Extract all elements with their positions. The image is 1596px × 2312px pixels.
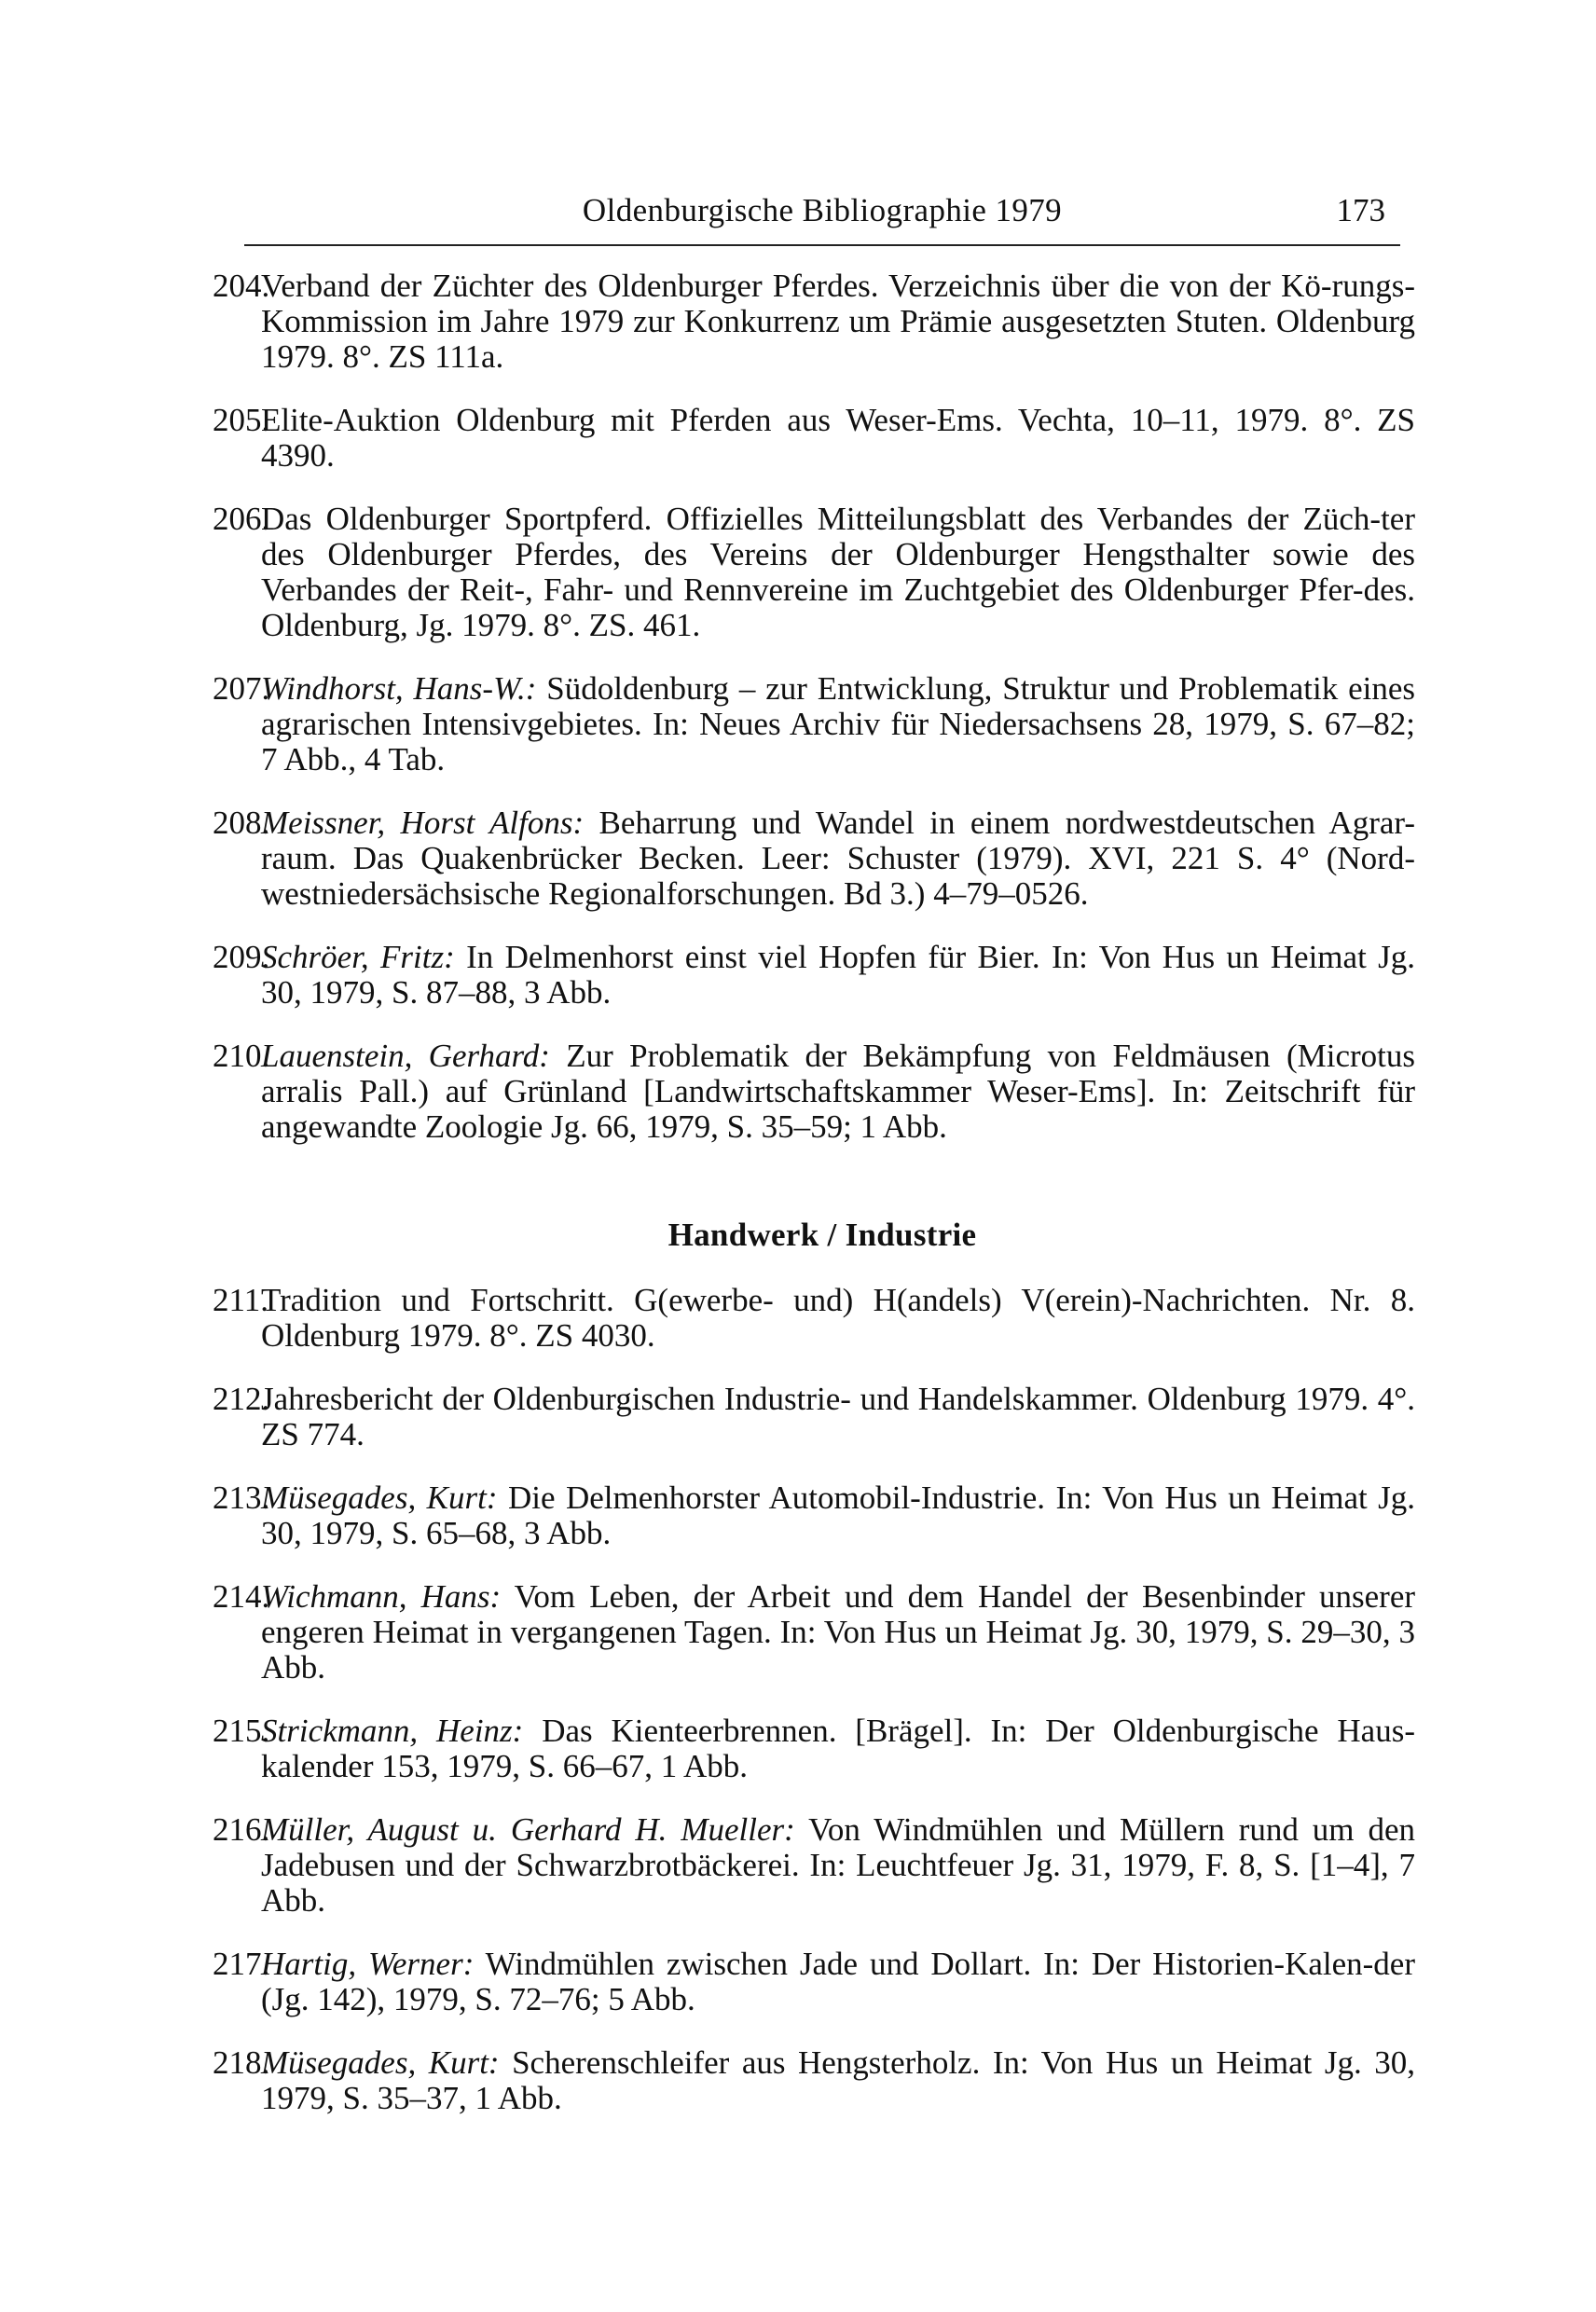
bibliography-entry bbox=[213, 1947, 1415, 2017]
bibliography-entry bbox=[213, 268, 1415, 375]
entry-number: 209. bbox=[213, 939, 270, 975]
entry-number: 213. bbox=[213, 1479, 270, 1516]
entry-number: 206. bbox=[213, 501, 270, 537]
header-title: Oldenburgische Bibliographie 1979 bbox=[582, 192, 1063, 228]
entry-body bbox=[254, 671, 1415, 778]
entry-text: Vom Leben, der Arbeit und dem Handel der Besenbinder unserer engeren Heimat in vergangenen Tagen. In: Von Hus un Heimat Jg. 30, 1979, S. 29–30, 3 Abb. bbox=[261, 1578, 1416, 1686]
entry-body bbox=[254, 1713, 1415, 1784]
entry-text: Von Windmühlen und Müllern rund um den Jadebusen und der Schwarzbrotbäckerei. In: Leuchtfeuer Jg. 31, 1979, F. 8, S. [1–4], 7 Abb. bbox=[261, 1811, 1415, 1919]
entry-text: Das Oldenburger Sportpferd. Offizielles Mitteilungsblatt des Verbandes der Züch-ter des Oldenburger Pferdes, des Vereins der Oldenburger Hengsthalter sowie des Verbandes der Reit-, Fahr- und Rennvereine im Zuchtgebiet des Oldenburger Pfer-des. Oldenburg, Jg. 1979. 8°. ZS. 461. bbox=[261, 501, 1415, 643]
section-heading: Handwerk / Industrie bbox=[667, 1217, 977, 1253]
entry-number: 210. bbox=[213, 1038, 270, 1074]
page-number: 173 bbox=[1336, 192, 1385, 228]
entry-body bbox=[254, 502, 1415, 643]
entry-text: Die Delmenhorster Automobil-Industrie. In: Von Hus un Heimat Jg. 30, 1979, S. 65–68, 3 Abb. bbox=[261, 1479, 1416, 1551]
entry-text: Beharrung und Wandel in einem nordwestdeutschen Agrar-raum. Das Quakenbrücker Becken. Leer: Schuster (1979). XVI, 221 S. 4° (Nord-westniedersächsische Regionalforschungen. Bd 3.) 4–79–0526. bbox=[261, 805, 1415, 912]
bibliography-entry bbox=[213, 1283, 1415, 1354]
entries-list-before bbox=[213, 268, 1415, 1173]
entry-number: 214. bbox=[213, 1578, 270, 1615]
entry-text: Das Kienteerbrennen. [Brägel]. In: Der Oldenburgische Haus-kalender 153, 1979, S. 66–67, 1 Abb. bbox=[261, 1713, 1415, 1784]
entries-list-after bbox=[213, 1283, 1415, 2144]
bibliography-entry bbox=[213, 1579, 1415, 1686]
entry-body bbox=[254, 805, 1415, 912]
entry-number: 218. bbox=[213, 2044, 270, 2081]
bibliography-entry bbox=[213, 1480, 1415, 1551]
entry-text: Jahresbericht der Oldenburgischen Industrie- und Handelskammer. Oldenburg 1979. 4°. ZS 774. bbox=[261, 1381, 1415, 1452]
entry-number: 215. bbox=[213, 1713, 270, 1749]
entry-body bbox=[254, 1480, 1415, 1551]
entry-body bbox=[254, 1283, 1415, 1354]
entry-author: Meissner, Horst Alfons: bbox=[261, 805, 585, 841]
entry-text: Verband der Züchter des Oldenburger Pferdes. Verzeichnis über die von der Kö-rungs-Kommission im Jahre 1979 zur Konkurrenz um Prämie ausgesetzten Stuten. Oldenburg 1979. 8°. ZS 111a. bbox=[261, 268, 1415, 375]
entry-author: Müsegades, Kurt: bbox=[261, 1479, 498, 1516]
entry-number: 208. bbox=[213, 805, 270, 841]
bibliography-entry bbox=[213, 502, 1415, 643]
entry-number: 217. bbox=[213, 1946, 270, 1982]
header-rule bbox=[244, 244, 1400, 246]
entry-body bbox=[254, 940, 1415, 1011]
entry-number: 216. bbox=[213, 1811, 270, 1848]
entry-author: Wichmann, Hans: bbox=[261, 1578, 502, 1615]
entry-body bbox=[254, 1947, 1415, 2017]
bibliography-entry bbox=[213, 1812, 1415, 1919]
entry-body bbox=[254, 1039, 1415, 1145]
entry-text: In Delmenhorst einst viel Hopfen für Bier. In: Von Hus un Heimat Jg. 30, 1979, S. 87–88, 3 Abb. bbox=[261, 939, 1416, 1011]
entry-text: Tradition und Fortschritt. G(ewerbe- und) H(andels) V(erein)-Nachrichten. Nr. 8. Oldenburg 1979. 8°. ZS 4030. bbox=[261, 1282, 1415, 1354]
bibliography-entry bbox=[213, 940, 1415, 1011]
bibliography-entry bbox=[213, 1713, 1415, 1784]
entry-number: 204. bbox=[213, 268, 270, 304]
entry-text: Elite-Auktion Oldenburg mit Pferden aus Weser-Ems. Vechta, 10–11, 1979. 8°. ZS 4390. bbox=[261, 402, 1415, 474]
entry-text: Windmühlen zwischen Jade und Dollart. In: Der Historien-Kalen-der (Jg. 142), 1979, S. 72–76; 5 Abb. bbox=[261, 1946, 1415, 2017]
entry-author: Schröer, Fritz: bbox=[261, 939, 455, 975]
bibliography-entry bbox=[213, 1382, 1415, 1452]
bibliography-entry bbox=[213, 671, 1415, 778]
running-header bbox=[244, 192, 1400, 244]
entry-author: Müller, August u. Gerhard H. Mueller: bbox=[261, 1811, 795, 1848]
entry-text: Südoldenburg – zur Entwicklung, Struktur und Problematik eines agrarischen Intensivgebietes. In: Neues Archiv für Niedersachsens 28, 1979, S. 67–82; 7 Abb., 4 Tab. bbox=[261, 670, 1415, 778]
entry-body bbox=[254, 2045, 1415, 2116]
entry-author: Hartig, Werner: bbox=[261, 1946, 475, 1982]
entry-number: 211. bbox=[213, 1282, 268, 1318]
entry-body bbox=[254, 268, 1415, 375]
entry-body bbox=[254, 1812, 1415, 1919]
entry-number: 212. bbox=[213, 1381, 270, 1417]
entry-body bbox=[254, 403, 1415, 474]
entry-author: Lauenstein, Gerhard: bbox=[261, 1038, 550, 1074]
entry-number: 205. bbox=[213, 402, 270, 438]
entry-text: Zur Problematik der Bekämpfung von Feldmäusen (Microtus arralis Pall.) auf Grünland [Landwirtschaftskammer Weser-Ems]. In: Zeitschrift für angewandte Zoologie Jg. 66, 1979, S. 35–59; 1 Abb. bbox=[261, 1038, 1415, 1145]
entry-body bbox=[254, 1382, 1415, 1452]
bibliography-entry bbox=[213, 1039, 1415, 1145]
entry-author: Windhorst, Hans-W.: bbox=[261, 670, 537, 707]
bibliography-entry bbox=[213, 805, 1415, 912]
entry-number: 207. bbox=[213, 670, 270, 707]
entry-author: Müsegades, Kurt: bbox=[261, 2044, 500, 2081]
entry-text: Scherenschleifer aus Hengsterholz. In: Von Hus un Heimat Jg. 30, 1979, S. 35–37, 1 Abb. bbox=[261, 2044, 1415, 2116]
bibliography-entry bbox=[213, 403, 1415, 474]
bibliography-entry bbox=[213, 2045, 1415, 2116]
entry-author: Strickmann, Heinz: bbox=[261, 1713, 524, 1749]
entry-body bbox=[254, 1579, 1415, 1686]
